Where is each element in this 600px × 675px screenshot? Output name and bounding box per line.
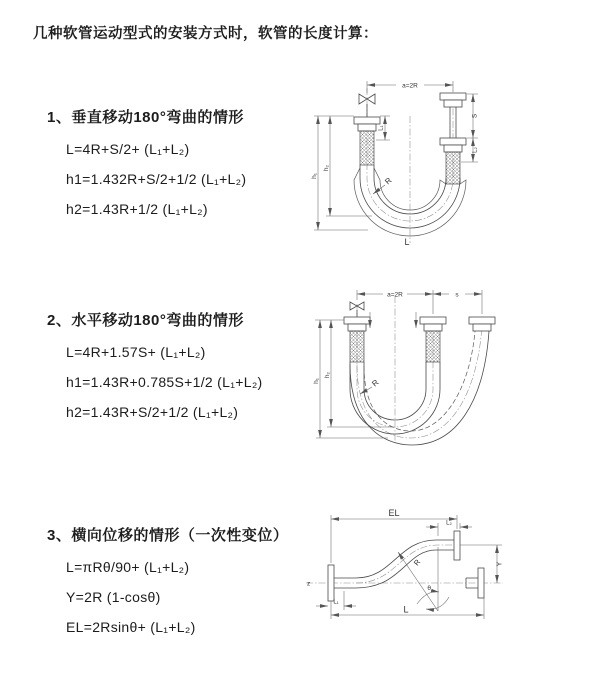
diagram-lateral-displacement [298,503,600,645]
dimension-a2r-s [357,290,482,314]
dimension-a2r [367,81,453,93]
centerlines [357,296,482,442]
dim-label-h2: h₂ [324,371,331,379]
radius-label: R [370,377,381,389]
dim-label-h1: h₁ [311,173,318,179]
dim-label-a2r: a=2R [402,82,418,90]
position-arrows [370,312,416,328]
formula-line: Y=2R (1-cosθ) [66,589,161,605]
dim-label-a2r: a=2R [387,291,403,299]
dim-label-s: s [455,291,459,299]
angle-construction [398,547,449,611]
left-flange [328,565,356,601]
dim-label-l2: L₂ [472,147,479,153]
dim-label-el: EL [388,508,400,518]
page-title: 几种软管运动型式的安装方式时，软管的长度计算： [33,26,378,42]
dimension-s-l2 [461,94,479,162]
moving-end-flange-original [420,317,446,362]
section-heading: 1、垂直移动180°弯曲的情形 [47,109,244,126]
dim-label-y: Y [496,561,504,567]
section-vertical-180 [47,106,317,217]
axis-break-symbol: z [307,580,311,588]
radius-label: R [411,557,423,568]
diagram-horizontal-180-bend [308,284,598,462]
hose-u-bend-moved [350,331,489,445]
centerlines [367,88,453,243]
upper-right-flange [454,531,460,560]
fixed-end-flange [344,317,370,362]
dimension-l1 [316,591,356,610]
dim-label-l2: L₂ [446,520,452,527]
section-heading: 2、水平移动180°弯曲的情形 [47,312,244,329]
moving-end-flange [440,93,466,184]
centerlines [306,545,503,583]
diagram-vertical-180-bend [310,68,590,266]
dim-label-s: S [471,113,479,119]
formula-line: h1=1.432R+S/2+1/2 (L₁+L₂) [66,171,247,187]
dim-label-h2: h₂ [323,164,330,172]
section-heading: 3、横向位移的情形（一次性变位） [47,527,289,544]
formula-line: h2=1.43R+S/2+1/2 (L₁+L₂) [66,404,239,420]
formula-line: L=4R+S/2+ (L₁+L₂) [66,141,190,157]
formula-line: L=πRθ/90+ (L₁+L₂) [66,559,190,575]
radius-callout [360,378,381,394]
formula-line: EL=2Rsinθ+ (L₁+L₂) [66,619,196,635]
formula-line: L=4R+1.57S+ (L₁+L₂) [66,344,206,360]
fixed-end-flange [354,117,380,165]
moving-end-flange-moved [469,317,495,331]
dim-label-h1: h₁ [313,378,320,384]
section-horizontal-180 [47,309,317,420]
dim-label-l1: L₁ [333,599,339,606]
dimension-l [331,598,484,619]
formula-line: h2=1.43R+1/2 (L₁+L₂) [66,201,208,217]
dim-label-l: L [403,604,409,615]
section-lateral-displacement [47,524,317,635]
dim-label-l1: L₁ [378,125,385,131]
radius-label: R [383,175,394,187]
formula-line: h1=1.43R+0.785S+1/2 (L₁+L₂) [66,374,263,390]
dimension-l2 [426,521,472,537]
angle-label: θ [427,585,431,592]
length-label: L [404,237,410,247]
s-curve-hose [356,540,454,588]
